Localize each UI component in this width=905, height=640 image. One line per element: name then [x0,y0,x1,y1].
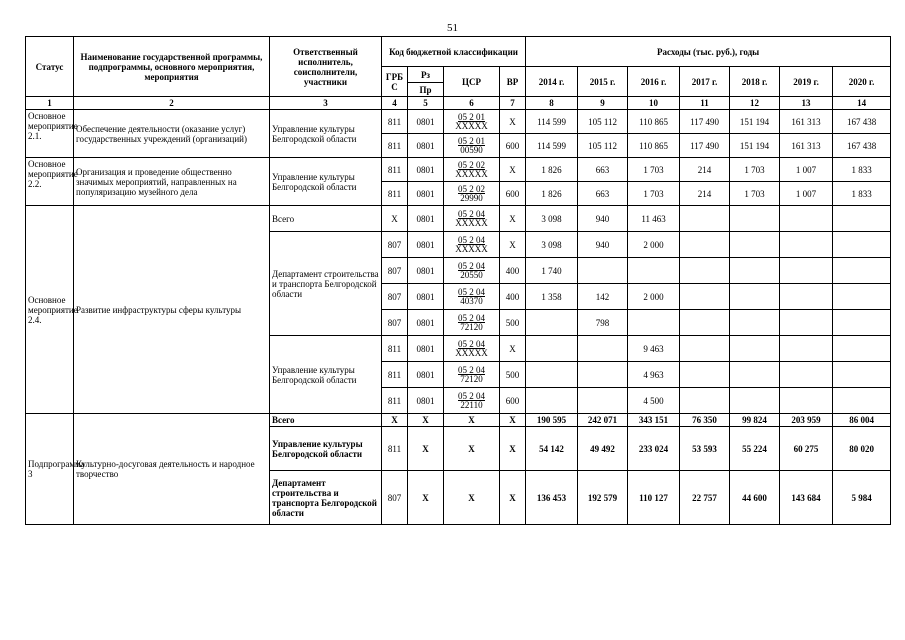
expense-value: 110 127 [628,471,680,525]
expense-value: 1 826 [526,182,578,206]
header-year-2015: 2015 г. [578,67,628,97]
vr-value: 500 [500,362,526,388]
vr-value: 600 [500,134,526,158]
grbs-value: 811 [382,134,408,158]
header-year-2020: 2020 г. [833,67,891,97]
expense-value [680,206,730,232]
expense-value [730,206,780,232]
expense-value: 114 599 [526,134,578,158]
responsible-cell: Всего [270,414,382,427]
expense-value [680,362,730,388]
expense-value: 151 194 [730,134,780,158]
status-cell: Основное мероприятие 2.1. [26,110,74,158]
expense-value: 1 826 [526,158,578,182]
csr-item-code: 22110 [460,399,483,410]
rzpr-value: 0801 [408,310,444,336]
expense-value: 663 [578,182,628,206]
header-status: Статус [26,37,74,97]
csr-program-code: 05 2 04 [458,364,485,375]
rzpr-value: X [408,427,444,471]
expense-value: 4 963 [628,362,680,388]
csr-program-code: 05 2 04 [458,234,485,245]
expense-value [833,388,891,414]
csr-code-cell [444,258,500,284]
csr-program-code: 05 2 01 [458,111,485,122]
csr-code-cell [444,182,500,206]
expense-value: 2 000 [628,232,680,258]
header-responsible: Ответственный исполнитель, соисполнители, участники [270,37,382,97]
expense-value [526,388,578,414]
expense-value: 1 007 [780,182,833,206]
header-csr: ЦСР [444,67,500,97]
expense-value [833,232,891,258]
rzpr-value: 0801 [408,134,444,158]
csr-program-code: 05 2 04 [458,260,485,271]
expense-value [680,388,730,414]
csr-code-cell [444,284,500,310]
table-row [26,97,891,110]
csr-code-cell [444,158,500,182]
expense-value [833,258,891,284]
expense-value: 167 438 [833,110,891,134]
column-number: 6 [444,97,500,110]
vr-value: X [500,158,526,182]
column-number: 12 [730,97,780,110]
expense-value [780,310,833,336]
expense-value: 192 579 [578,471,628,525]
expense-value: 167 438 [833,134,891,158]
rzpr-value: 0801 [408,232,444,258]
header-grbs: ГРБ С [382,67,408,97]
csr-program-code: 05 2 02 [458,159,485,170]
expense-value: 44 600 [730,471,780,525]
expense-value [526,336,578,362]
responsible-cell: Департамент строительства и транспорта Белгородской области [270,471,382,525]
expense-value [526,310,578,336]
csr-program-code: 05 2 02 [458,183,485,194]
grbs-value: 807 [382,471,408,525]
csr-code-cell [444,206,500,232]
expense-value [780,388,833,414]
responsible-cell: Управление культуры Белгородской области [270,427,382,471]
measure-name: Организация и проведение общественно значимых мероприятий, направленных на популяризацию музейного дела [74,158,270,206]
rzpr-value: 0801 [408,336,444,362]
grbs-value: 811 [382,182,408,206]
csr-item-code: XXXXX [455,217,488,228]
csr-program-code: 05 2 04 [458,312,485,323]
expense-value: 663 [578,158,628,182]
column-number: 10 [628,97,680,110]
expense-value: 110 865 [628,110,680,134]
expense-value [780,206,833,232]
subprogram-name: Культурно-досуговая деятельность и народное творчество [74,414,270,525]
grbs-value: 807 [382,310,408,336]
expense-value [578,388,628,414]
vr-value: 600 [500,182,526,206]
vr-value: 400 [500,258,526,284]
grbs-value: 811 [382,110,408,134]
expense-value: 1 833 [833,158,891,182]
expense-value: 242 071 [578,414,628,427]
expense-value: 3 098 [526,206,578,232]
expense-value: 54 142 [526,427,578,471]
header-year-2018: 2018 г. [730,67,780,97]
expense-value [578,362,628,388]
csr-code-cell [444,388,500,414]
header-pr: Пр [408,83,444,97]
expense-value [628,258,680,284]
csr-program-code: 05 2 01 [458,135,485,146]
csr-item-code: XXXXX [455,168,488,179]
column-number: 13 [780,97,833,110]
expense-value: 151 194 [730,110,780,134]
responsible-total: Всего [270,206,382,232]
expense-value [833,206,891,232]
expense-value: 55 224 [730,427,780,471]
expense-value [730,284,780,310]
responsible-cell: Управление культуры Белгородской области [270,336,382,414]
measure-name: Обеспечение деятельности (оказание услуг) государственных учреждений (организаций) [74,110,270,158]
csr-code-cell [444,310,500,336]
csr-item-code: 72120 [460,321,483,332]
status-cell: Подпрограмма 3 [26,414,74,525]
csr-code-cell [444,134,500,158]
expense-value [578,336,628,362]
expense-value [680,336,730,362]
grbs-value: 811 [382,388,408,414]
column-number: 9 [578,97,628,110]
expense-value: 142 [578,284,628,310]
csr-item-code: 29990 [460,192,483,203]
header-vr: ВР [500,67,526,97]
grbs-value: X [382,206,408,232]
grbs-value: 807 [382,258,408,284]
expense-value [833,336,891,362]
expense-value [780,232,833,258]
expense-value: 940 [578,232,628,258]
vr-value: 600 [500,388,526,414]
expense-value [730,362,780,388]
budget-table [25,36,891,525]
expense-value: 49 492 [578,427,628,471]
expense-value [730,258,780,284]
expense-value: 4 500 [628,388,680,414]
rzpr-value: 0801 [408,182,444,206]
csr-item-code: XXXXX [455,243,488,254]
expense-value [730,232,780,258]
expense-value: 5 984 [833,471,891,525]
vr-value: X [500,414,526,427]
column-number: 2 [74,97,270,110]
expense-value: 214 [680,182,730,206]
csr-value: X [444,414,500,427]
expense-value: 86 004 [833,414,891,427]
vr-value: 500 [500,310,526,336]
rzpr-value: 0801 [408,206,444,232]
csr-program-code: 05 2 04 [458,286,485,297]
expense-value: 1 833 [833,182,891,206]
expense-value: 343 151 [628,414,680,427]
column-number: 7 [500,97,526,110]
expense-value [730,388,780,414]
expense-value: 11 463 [628,206,680,232]
grbs-value: 811 [382,362,408,388]
expense-value [833,284,891,310]
expense-value: 203 959 [780,414,833,427]
expense-value: 233 024 [628,427,680,471]
responsible-cell: Управление культуры Белгородской области [270,110,382,158]
expense-value: 99 824 [730,414,780,427]
rzpr-value: 0801 [408,110,444,134]
measure-name: Развитие инфраструктуры сферы культуры [74,206,270,414]
expense-value [628,310,680,336]
header-expenses: Расходы (тыс. руб.), годы [526,37,891,67]
column-number: 11 [680,97,730,110]
expense-value [730,336,780,362]
expense-value: 1 703 [628,158,680,182]
table-row [26,414,891,427]
expense-value: 22 757 [680,471,730,525]
column-number: 1 [26,97,74,110]
csr-code-cell [444,336,500,362]
header-budget-code: Код бюджетной классификации [382,37,526,67]
header-name: Наименование государственной программы, подпрограммы, основного мероприятия, мероприятия [74,37,270,97]
page-number: 51 [447,22,458,34]
expense-value: 1 007 [780,158,833,182]
expense-value [780,336,833,362]
rzpr-value: 0801 [408,388,444,414]
expense-value [833,362,891,388]
expense-value: 214 [680,158,730,182]
expense-value [680,310,730,336]
vr-value: X [500,471,526,525]
header-year-2017: 2017 г. [680,67,730,97]
csr-item-code: 72120 [460,373,483,384]
csr-item-code: XXXXX [455,120,488,131]
expense-value: 105 112 [578,110,628,134]
rzpr-value: 0801 [408,284,444,310]
expense-value: 161 313 [780,134,833,158]
csr-program-code: 05 2 04 [458,208,485,219]
header-year-2014: 2014 г. [526,67,578,97]
expense-value: 76 350 [680,414,730,427]
expense-value: 190 595 [526,414,578,427]
expense-value [680,258,730,284]
expense-value: 53 593 [680,427,730,471]
expense-value: 80 020 [833,427,891,471]
expense-value: 60 275 [780,427,833,471]
csr-code-cell [444,232,500,258]
expense-value [578,258,628,284]
column-number: 14 [833,97,891,110]
grbs-value: 811 [382,427,408,471]
grbs-value: 807 [382,284,408,310]
rzpr-value: 0801 [408,362,444,388]
expense-value: 1 703 [730,158,780,182]
expense-value: 1 703 [628,182,680,206]
grbs-value: 807 [382,232,408,258]
csr-item-code: XXXXX [455,347,488,358]
expense-value: 117 490 [680,110,730,134]
column-number: 4 [382,97,408,110]
expense-value: 3 098 [526,232,578,258]
column-number: 5 [408,97,444,110]
expense-value: 798 [578,310,628,336]
grbs-value: 811 [382,336,408,362]
vr-value: X [500,336,526,362]
expense-value: 1 740 [526,258,578,284]
expense-value: 105 112 [578,134,628,158]
responsible-cell: Управление культуры Белгородской области [270,158,382,206]
header-rz: Рз [408,67,444,83]
table-row [26,158,891,182]
csr-program-code: 05 2 04 [458,390,485,401]
vr-value: 400 [500,284,526,310]
expense-value [780,362,833,388]
rzpr-value: X [408,471,444,525]
expense-value: 110 865 [628,134,680,158]
column-number: 3 [270,97,382,110]
header-year-2016: 2016 г. [628,67,680,97]
csr-item-code: 20550 [460,269,483,280]
csr-program-code: 05 2 04 [458,338,485,349]
expense-value: 136 453 [526,471,578,525]
expense-value [730,310,780,336]
expense-value [780,258,833,284]
table-row [26,110,891,134]
vr-value: X [500,110,526,134]
csr-item-code: 40370 [460,295,483,306]
grbs-value: 811 [382,158,408,182]
rzpr-value: 0801 [408,258,444,284]
expense-value [680,232,730,258]
expense-value: 9 463 [628,336,680,362]
rzpr-value: X [408,414,444,427]
expense-value [780,284,833,310]
csr-item-code: 00590 [460,144,483,155]
vr-value: X [500,427,526,471]
expense-value [526,362,578,388]
expense-value: 114 599 [526,110,578,134]
expense-value: 161 313 [780,110,833,134]
expense-value: 1 703 [730,182,780,206]
vr-value: X [500,232,526,258]
status-cell: Основное мероприятие 2.2. [26,158,74,206]
csr-code-cell [444,110,500,134]
vr-value: X [500,206,526,232]
expense-value: 2 000 [628,284,680,310]
expense-value [680,284,730,310]
expense-value [833,310,891,336]
column-number: 8 [526,97,578,110]
csr-value: X [444,471,500,525]
csr-code-cell [444,362,500,388]
header-year-2019: 2019 г. [780,67,833,97]
table-row [26,206,891,232]
status-cell: Основное мероприятие 2.4. [26,206,74,414]
grbs-value: X [382,414,408,427]
expense-value: 1 358 [526,284,578,310]
responsible-cell: Департамент строительства и транспорта Белгородской области [270,232,382,336]
expense-value: 117 490 [680,134,730,158]
csr-value: X [444,427,500,471]
expense-value: 940 [578,206,628,232]
expense-value: 143 684 [780,471,833,525]
rzpr-value: 0801 [408,158,444,182]
